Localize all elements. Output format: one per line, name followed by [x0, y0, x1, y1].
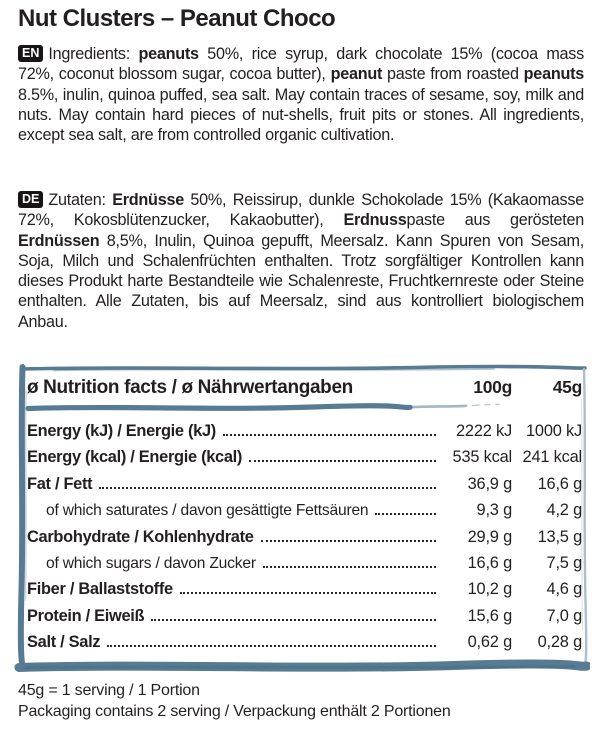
dot-leader	[180, 592, 436, 594]
dot-leader	[375, 513, 436, 515]
value-100g: 15,6 g	[467, 606, 512, 625]
value-100g: 0,62 g	[467, 633, 512, 652]
value-100g: 10,2 g	[467, 580, 512, 599]
dot-leader	[99, 487, 436, 489]
value-45g: 16,6 g	[537, 474, 582, 493]
nutrition-row	[27, 528, 582, 554]
row-label: Fat / Fett	[27, 474, 93, 493]
row-label: Energy (kJ) / Energie (kJ)	[27, 422, 216, 440]
dot-leader	[249, 460, 436, 462]
lang-badge-en: EN	[18, 45, 43, 62]
nutrition-row	[27, 448, 582, 474]
value-45g: 13,5 g	[537, 527, 582, 546]
value-100g: 36,9 g	[467, 474, 512, 493]
row-label: Fiber / Ballaststoffe	[27, 580, 173, 599]
value-45g: 1000 kJ	[525, 422, 582, 440]
value-45g: 0,28 g	[537, 633, 582, 652]
dot-leader	[151, 619, 436, 621]
nutrition-row	[27, 580, 582, 606]
value-100g: 2222 kJ	[455, 422, 512, 440]
row-label: of which saturates / davon gesättigte Fettsäuren	[46, 502, 369, 520]
value-100g: 535 kcal	[452, 448, 512, 467]
dot-leader	[261, 540, 436, 542]
product-title: Nut Clusters – Peanut Choco	[18, 5, 336, 32]
ingredients-de-text: Zutaten: Erdnüsse 50%, Reissirup, dunkle Schokolade 15% (Kakaomasse 72%, Kokosblütenzucker, Kakaobutter), Erdnusspaste aus gerösteten Erdnüssen 8,5%, Inulin, Quinoa gepufft, Meersalz. Kann Spuren von Sesam, Soja, Milch und Schalenfrüchten enthalten. Trotz sorgfältiger Kontrollen kann dieses Produkt harte Bestandteile wie Schalenreste, Fruchtkernreste oder Steine enthalten. Alle Zutaten, bis auf Meersalz, sind aus kontrolliert biologischem Anbau.	[18, 191, 584, 331]
value-45g: 241 kcal	[522, 448, 582, 467]
nutrition-row	[27, 475, 582, 501]
row-label: Protein / Eiweiß	[27, 606, 145, 625]
row-label: Energy (kcal) / Energie (kcal)	[27, 448, 243, 467]
value-45g: 7,5 g	[546, 553, 582, 572]
row-label: of which sugars / davon Zucker	[46, 554, 256, 572]
nutrition-row	[27, 554, 582, 580]
value-45g: 4,6 g	[546, 580, 582, 599]
value-45g: 4,2 g	[546, 501, 582, 520]
ingredients-en-paragraph	[18, 44, 584, 145]
serving-note-line2: Packaging contains 2 serving / Verpackung enthält 2 Portionen	[18, 703, 451, 720]
dot-leader	[107, 645, 436, 647]
row-label: Salt / Salz	[27, 633, 101, 652]
ingredients-en-text: Ingredients: peanuts 50%, rice syrup, dark chocolate 15% (cocoa mass 72%, coconut blossom sugar, cocoa butter), peanut paste from roasted peanuts 8.5%, inulin, quinoa puffed, sea salt. May contain traces of sesame, soy, milk and nuts. May contain hard pieces of nut-shells, fruit pits or stones. All ingredients, except sea salt, are from controlled organic cultivation.	[18, 45, 584, 145]
value-100g: 16,6 g	[467, 553, 512, 572]
nutrition-table	[14, 360, 590, 678]
value-45g: 7,0 g	[546, 606, 582, 625]
ingredients-de-paragraph	[18, 190, 584, 332]
serving-note-line1: 45g = 1 serving / 1 Portion	[18, 682, 200, 699]
column-header-100g: 100g	[473, 377, 512, 397]
value-100g: 9,3 g	[476, 501, 512, 520]
nutrition-row	[27, 501, 582, 527]
nutrition-rows	[27, 422, 582, 660]
nutrition-row	[27, 422, 582, 448]
nutrition-row	[27, 607, 582, 633]
value-100g: 29,9 g	[467, 527, 512, 546]
lang-badge-de: DE	[18, 191, 43, 208]
column-header-45g: 45g	[552, 377, 582, 397]
row-label: Carbohydrate / Kohlenhydrate	[27, 527, 254, 546]
header-divider-decoration	[28, 406, 410, 409]
nutrition-table-header	[27, 377, 582, 399]
nutrition-header-title: ø Nutrition facts / ø Nährwertangaben	[27, 377, 353, 398]
nutrition-row	[27, 633, 582, 659]
dot-leader	[263, 566, 436, 568]
dot-leader	[223, 434, 436, 436]
